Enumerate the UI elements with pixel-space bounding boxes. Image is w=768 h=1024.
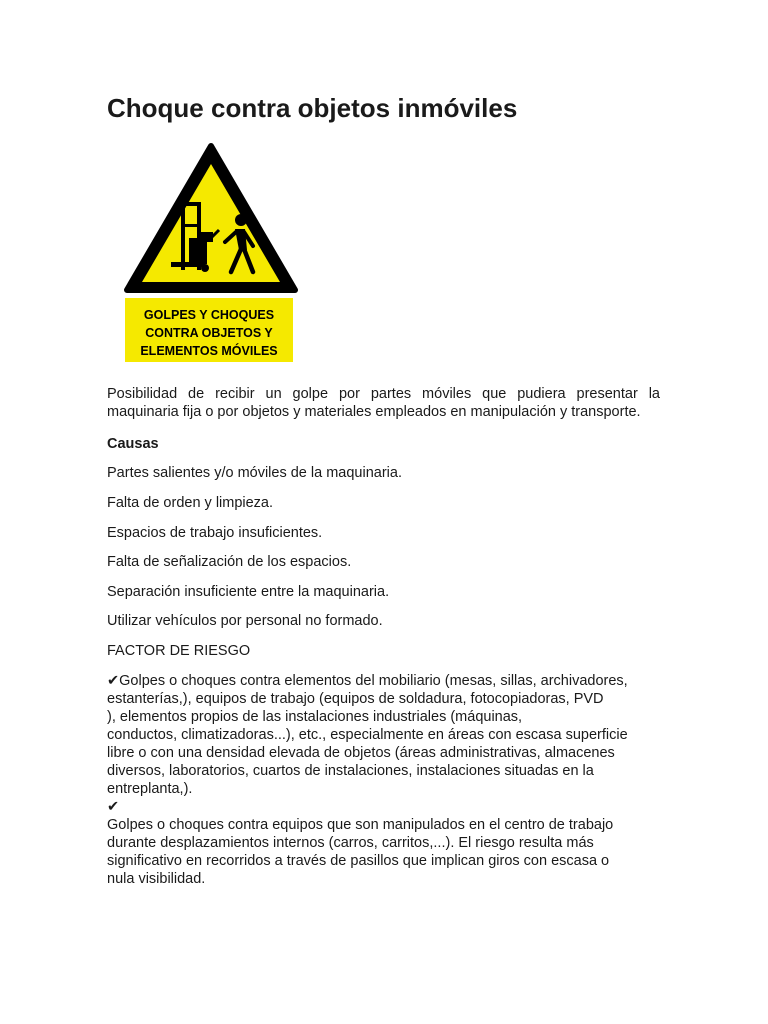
sign-label-line: GOLPES Y CHOQUES bbox=[143, 308, 275, 322]
factor-line: Golpes o choques contra equipos que son manipulados en el centro de trabajo bbox=[107, 817, 614, 833]
causa-item: Partes salientes y/o móviles de la maquinaria. bbox=[107, 465, 402, 481]
factor-line: durante desplazamientos internos (carros, carritos,...). El riesgo resulta más bbox=[107, 835, 594, 851]
intro-line: maquinaria fija o por objetos y materiales empleados en manipulación y transporte. bbox=[107, 404, 641, 420]
causa-item: Utilizar vehículos por personal no formado. bbox=[107, 613, 383, 629]
page-title: Choque contra objetos inmóviles bbox=[107, 93, 518, 123]
factor-heading: FACTOR DE RIESGO bbox=[107, 643, 251, 659]
factor-line: ), elementos propios de las instalaciones industriales (máquinas, bbox=[107, 709, 523, 725]
causas-heading: Causas bbox=[107, 436, 159, 452]
causa-item: Espacios de trabajo insuficientes. bbox=[107, 525, 323, 541]
sign-label-line: CONTRA OBJETOS Y bbox=[145, 326, 273, 340]
factor-line: conductos, climatizadoras...), etc., especialmente en áreas con escasa superficie bbox=[107, 727, 628, 743]
intro-line: Posibilidad de recibir un golpe por partes móviles que pudiera presentar la bbox=[107, 386, 660, 402]
factor-line: significativo en recorridos a través de pasillos que implican giros con escasa o bbox=[107, 853, 610, 869]
factor-paragraph bbox=[107, 672, 628, 888]
factor-line: estanterías,), equipos de trabajo (equipos de soldadura, fotocopiadoras, PVD bbox=[107, 691, 604, 707]
causa-item: Falta de orden y limpieza. bbox=[107, 495, 274, 511]
warning-triangle-icon bbox=[127, 146, 295, 290]
check-icon-line: ✔ bbox=[107, 799, 120, 815]
warning-sign bbox=[123, 142, 299, 366]
intro-paragraph bbox=[107, 385, 660, 421]
causa-item: Falta de señalización de los espacios. bbox=[107, 554, 352, 570]
factor-line: diversos, laboratorios, cuartos de instalaciones, instalaciones situadas en la bbox=[107, 763, 594, 779]
factor-line: libre o con una densidad elevada de objetos (áreas administrativas, almacenes bbox=[107, 745, 615, 761]
causa-item: Separación insuficiente entre la maquinaria. bbox=[107, 584, 390, 600]
factor-line: ✔Golpes o choques contra elementos del mobiliario (mesas, sillas, archivadores, bbox=[107, 673, 628, 689]
factor-line: entreplanta,). bbox=[107, 781, 193, 797]
factor-line: nula visibilidad. bbox=[107, 871, 206, 887]
sign-label-line: ELEMENTOS MÓVILES bbox=[140, 344, 278, 358]
